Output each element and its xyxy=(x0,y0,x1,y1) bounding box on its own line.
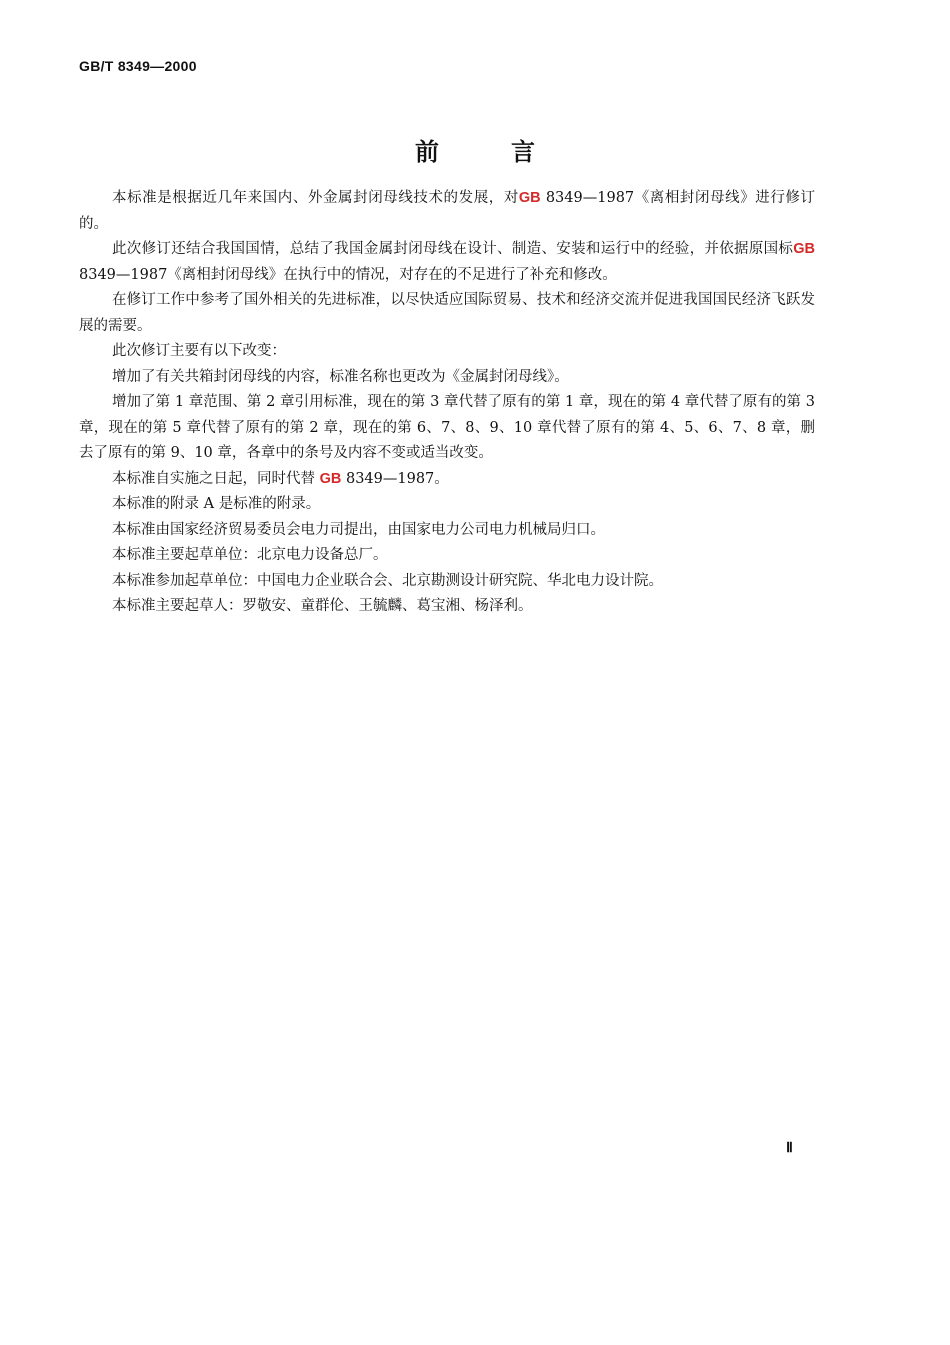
page-title xyxy=(0,132,950,167)
paragraph-4: 此次修订主要有以下改变： xyxy=(112,343,286,359)
page-title-char-2: 言 xyxy=(511,137,535,166)
paragraph-1: 本标准是根据近几年来国内、外金属封闭母线技术的发展，对GB 8349—1987《离相封闭母线》进行修订的。 xyxy=(79,190,815,232)
gb-highlight: GB xyxy=(319,470,342,487)
paragraph-9: 本标准由国家经济贸易委员会电力司提出，由国家电力公司电力机械局归口。 xyxy=(112,521,605,538)
paragraph-3: 在修订工作中参考了国外相关的先进标准，以尽快适应国际贸易、技术和经济交流并促进我国国民经济飞跃发展的需要。 xyxy=(79,292,815,334)
page-number: Ⅱ xyxy=(786,1141,793,1156)
foreword-body xyxy=(79,186,815,620)
paragraph-2: 此次修订还结合我国国情，总结了我国金属封闭母线在设计、制造、安装和运行中的经验，并依据原国标GB 8349—1987《离相封闭母线》在执行中的情况，对存在的不足进行了补充和修改。 xyxy=(79,241,815,283)
page-title-char-1: 前 xyxy=(415,137,439,166)
gb-highlight: GB xyxy=(518,190,541,206)
paragraph-11: 本标准参加起草单位：中国电力企业联合会、北京勘测设计研究院、华北电力设计院。 xyxy=(112,572,663,589)
standard-code: GB/T 8349—2000 xyxy=(79,58,197,74)
paragraph-10: 本标准主要起草单位：北京电力设备总厂。 xyxy=(112,547,388,563)
gb-highlight: GB xyxy=(793,241,815,257)
paragraph-6: 增加了第 1 章范围、第 2 章引用标准，现在的第 3 章代替了原有的第 1 章，现在的第 4 章代替了原有的第 3 章，现在的第 5 章代替了原有的第 2 章，现在的第 6、7、8、9、10 章代替了原有的第 4、5、6、7、8 章，删去了原有的第 9、10 章，各章中的条号及内容不变或适当改变。 xyxy=(79,394,815,461)
paragraph-12: 本标准主要起草人：罗敬安、童群伦、王毓麟、葛宝湘、杨泽利。 xyxy=(112,598,533,614)
paragraph-7: 本标准自实施之日起，同时代替 GB 8349—1987。 xyxy=(112,470,449,487)
paragraph-8: 本标准的附录 A 是标准的附录。 xyxy=(112,496,321,512)
paragraph-5: 增加了有关共箱封闭母线的内容，标准名称也更改为《金属封闭母线》。 xyxy=(112,368,569,385)
